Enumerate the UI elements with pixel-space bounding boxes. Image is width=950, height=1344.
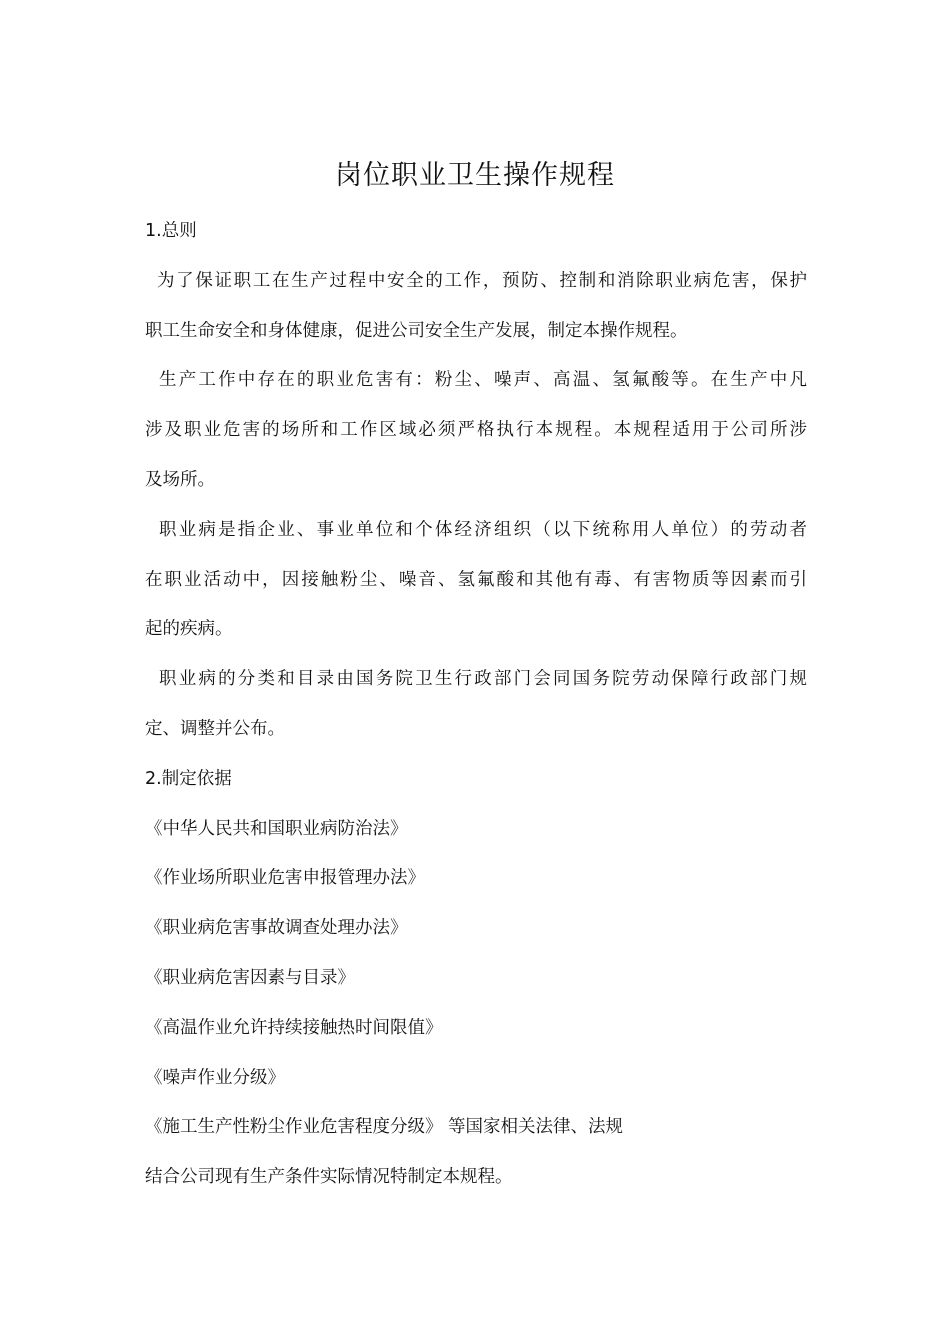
para-3-line-3: 起的疾病。 [145,619,233,640]
reference-item: 《高温作业允许持续接触热时间限值》 [145,1017,443,1038]
para-3-line-1: 职业病是指企业、事业单位和个体经济组织（以下统称用人单位）的劳动者 [159,519,807,540]
para-3-line-2: 在职业活动中，因接触粉尘、噪音、氢氟酸和其他有毒、有害物质等因素而引 [145,569,807,590]
para-4-line-1: 职业病的分类和目录由国务院卫生行政部门会同国务院劳动保障行政部门规 [159,669,807,690]
reference-item: 《中华人民共和国职业病防治法》 [145,818,408,839]
para-1-line-2: 职工生命安全和身体健康，促进公司安全生产发展，制定本操作规程。 [145,320,688,341]
section-2-heading: 2.制定依据 [145,768,232,789]
para-1-line-1: 为了保证职工在生产过程中安全的工作，预防、控制和消除职业病危害，保护 [157,270,807,291]
document-title: 岗位职业卫生操作规程 [335,160,615,191]
reference-item: 《施工生产性粉尘作业危害程度分级》 等国家相关法律、法规 [145,1117,624,1138]
para-2-line-1: 生产工作中存在的职业危害有：粉尘、噪声、高温、氢氟酸等。在生产中凡 [159,370,807,391]
reference-item: 《职业病危害事故调查处理办法》 [145,918,408,939]
para-4-line-2: 定、调整并公布。 [145,718,285,739]
reference-item: 《职业病危害因素与目录》 [145,967,355,988]
closing-statement: 结合公司现有生产条件实际情况特制定本规程。 [145,1167,513,1188]
document-body [145,207,807,1203]
reference-item: 《作业场所职业危害申报管理办法》 [145,868,425,889]
reference-item: 《噪声作业分级》 [145,1067,285,1088]
para-2-line-2: 涉及职业危害的场所和工作区域必须严格执行本规程。本规程适用于公司所涉 [145,420,807,441]
para-2-line-3: 及场所。 [145,469,215,490]
section-1-heading: 1.总则 [145,221,197,241]
